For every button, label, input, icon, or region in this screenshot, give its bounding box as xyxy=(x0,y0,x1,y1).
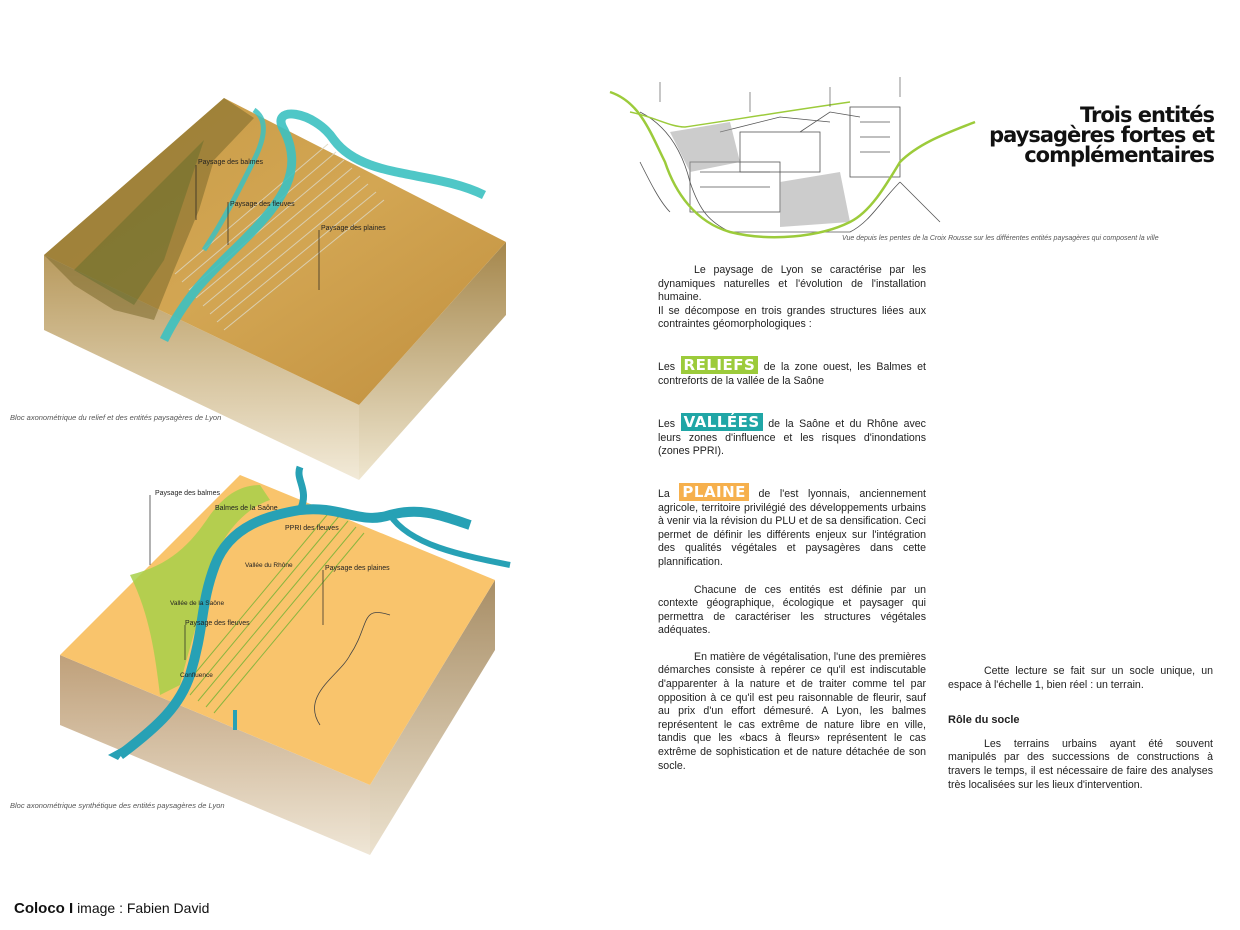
plaine-prefix: La xyxy=(658,487,670,500)
vegetalisation-paragraph: En matière de végétalisation, l'une des premières démarches consiste à repérer ce qu'il est indiscutable d'apparenter à la nature et de traiter comme tel par opposition à ce qu'il est peu raisonnable de fleurir, sauf au prix d'un effort démesuré. A Lyon, les balmes représentent le cas extrême de nature libre en ville, tandis que les «bacs à fleurs» représentent le cas extrême de sophistication et de nature détachée de son socle. xyxy=(658,650,926,772)
role-paragraph: Les terrains urbains ayant été souvent manipulés par des successions de constructions à travers le temps, il est nécessaire de faire des analyses très localisées sur les lieux d'intervention. xyxy=(948,737,1213,791)
reliefs-text: de la zone ouest, les Balmes et contreforts de la vallée de la Saône xyxy=(658,360,926,387)
synthetic-label-vallee-saone: Vallée de la Saône xyxy=(170,600,225,607)
credit-text: image : Fabien David xyxy=(77,900,210,916)
vallees-prefix: Les xyxy=(658,418,676,431)
vallees-paragraph xyxy=(658,413,926,459)
right-text-column xyxy=(948,665,1213,792)
synthetic-label-fleuves: Paysage des fleuves xyxy=(185,620,250,627)
role-heading: Rôle du socle xyxy=(948,714,1020,727)
title-line-3: complémentaires xyxy=(1024,143,1214,167)
synthetic-label-balmes: Paysage des balmes xyxy=(155,490,220,497)
synthetic-label-plaines: Paysage des plaines xyxy=(325,565,390,572)
croix-rousse-sketch xyxy=(600,72,980,247)
intro-paragraph-1: Le paysage de Lyon se caractérise par les dynamiques naturelles et l'évolution de l'installation humaine. xyxy=(658,264,926,304)
page-title xyxy=(989,105,1214,165)
relief-label-plaines: Paysage des plaines xyxy=(321,225,386,232)
relief-label-balmes: Paysage des balmes xyxy=(198,159,263,166)
synthetic-caption: Bloc axonométrique synthétique des entités paysagères de Lyon xyxy=(10,801,225,810)
image-credit xyxy=(14,900,209,917)
relief-caption: Bloc axonométrique du relief et des entités paysagères de Lyon xyxy=(10,413,222,422)
lecture-paragraph: Cette lecture se fait sur un socle unique, un espace à l'échelle 1, bien réel : un terrain. xyxy=(948,665,1213,691)
plaine-paragraph xyxy=(658,482,926,570)
vallees-text: de la Saône et du Rhône avec leurs zones d'influence et les risques d'inondations (zones PPRI). xyxy=(658,418,926,458)
synthetic-label-vallee-rhone: Vallée du Rhône xyxy=(245,562,293,569)
intro-paragraph-2: Il se décompose en trois grandes structures liées aux contraintes géomorphologiques : xyxy=(658,304,926,331)
text-column xyxy=(658,264,926,773)
synthetic-label-confluence: Confluence xyxy=(180,672,213,679)
title-line-1: Trois entités xyxy=(1079,103,1214,127)
synthetic-block-diagram xyxy=(40,455,530,855)
credit-brand: Coloco I xyxy=(14,900,74,917)
synthetic-label-balmes-saone: Balmes de la Saône xyxy=(215,505,278,512)
plaine-text: de l'est lyonnais, anciennement agricole, territoire privilégié des développements urbains à venir via la révision du PLU et de sa densification. Ceci permet de définir les différents enjeux sur l'intégration des qualités végétales et paysagères dans cette plannification. xyxy=(658,487,926,568)
synthetic-label-ppri: PPRI des fleuves xyxy=(285,525,339,532)
plaine-highlight-word: PLAINE xyxy=(679,483,749,501)
title-line-2: paysagères fortes et xyxy=(989,123,1214,147)
relief-label-fleuves: Paysage des fleuves xyxy=(230,201,295,208)
sketch-caption: Vue depuis les pentes de la Croix Rousse sur les différentes entités paysagères qui composent la ville xyxy=(842,235,1159,242)
vallees-highlight: VALLÉES xyxy=(681,413,763,431)
reliefs-paragraph xyxy=(658,355,926,388)
reliefs-prefix: Les xyxy=(658,360,676,373)
chacune-paragraph: Chacune de ces entités est définie par un contexte géographique, écologique et paysager qui permettra de caractériser les structures végétales adéquates. xyxy=(658,583,926,637)
reliefs-highlight: RELIEFS xyxy=(681,356,759,374)
